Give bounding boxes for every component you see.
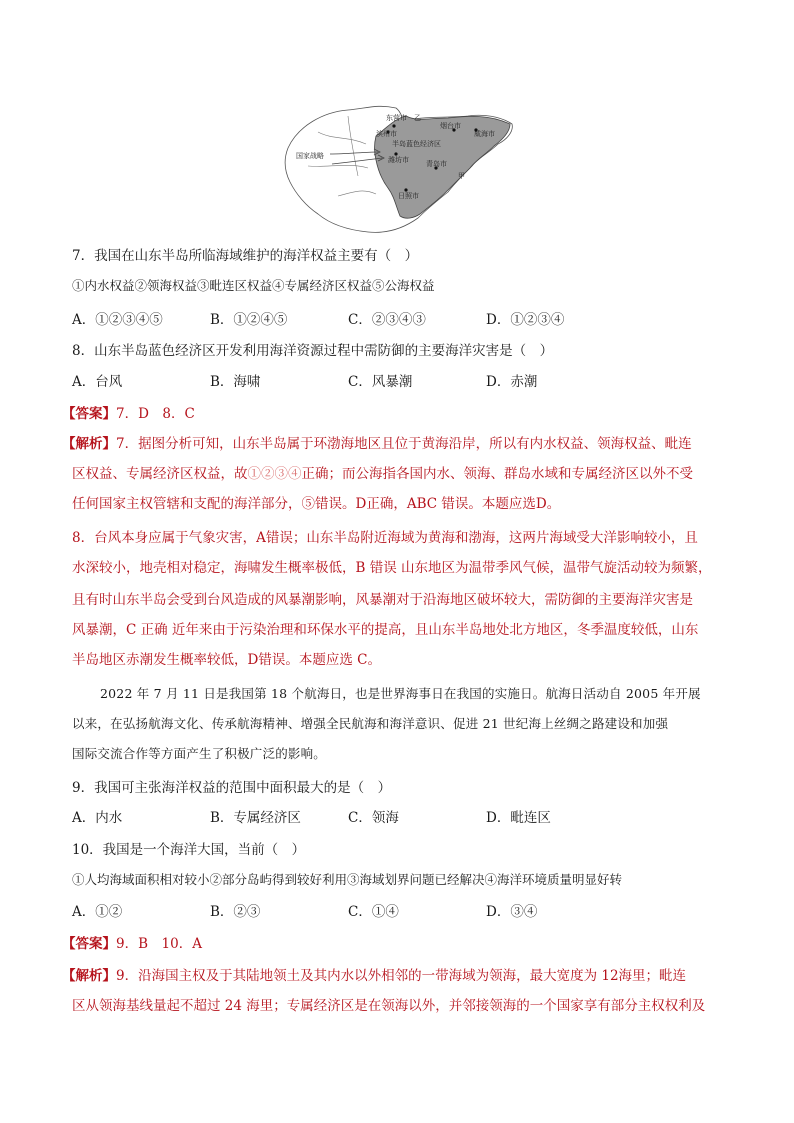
- label-jia: 甲: [458, 172, 465, 180]
- q7-option-c[interactable]: C．②③④③: [348, 312, 426, 328]
- analysis-line-2: [72, 464, 693, 484]
- q7-items: ①内水权益②领海权益③毗连区权益④专属经济区权益⑤公海权益: [72, 278, 435, 293]
- analysis-highlight: ①②③④: [247, 466, 302, 482]
- q8-option-a[interactable]: A．台风: [72, 374, 123, 390]
- label-weihai: 威海市: [474, 130, 495, 138]
- q10-option-d[interactable]: D．③④: [486, 904, 538, 920]
- analysis-line-4: 8．台风本身应属于气象灾害，A错误；山东半岛附近海域为黄海和渤海，这两片海域受大洋影响较小，且: [72, 530, 698, 546]
- q8-option-c[interactable]: C．风暴潮: [348, 374, 413, 390]
- q10-option-c[interactable]: C．①④: [348, 904, 399, 920]
- q9-option-d[interactable]: D．毗连区: [486, 810, 551, 826]
- q8-options: [72, 372, 722, 392]
- analysis-line-3: 任何国家主权管辖和支配的海洋部分，⑤错误。D正确，ABC 错误。本题应选D。: [72, 496, 561, 512]
- label-yi: 乙: [414, 114, 421, 122]
- answer-tag: 【答案】: [62, 406, 116, 422]
- label-rizhao: 日照市: [398, 192, 419, 200]
- q7-option-d[interactable]: D．①②③④: [486, 312, 565, 328]
- label-blue-zone: 半岛蓝色经济区: [392, 140, 441, 148]
- q9-option-a[interactable]: A．内水: [72, 810, 123, 826]
- answer-text: 9．B 10．A: [116, 936, 202, 952]
- label-binzhou: 滨州市: [376, 130, 397, 138]
- analysis-text: 区权益、专属经济区权益，故: [72, 466, 248, 482]
- label-qingdao: 青岛市: [426, 160, 447, 168]
- label-dongying: 东营市: [386, 114, 407, 122]
- q9-option-c[interactable]: C．领海: [348, 810, 399, 826]
- answer-text: 7．D 8．C: [116, 406, 195, 422]
- q7-option-a[interactable]: A．①②③④⑤: [72, 312, 163, 328]
- analysis2-line-1: [62, 966, 686, 986]
- q9-option-b[interactable]: B．专属经济区: [210, 810, 301, 826]
- q8-option-b[interactable]: B．海啸: [210, 374, 261, 390]
- shandong-peninsula-map: [278, 96, 518, 236]
- passage-line-1: 2022 年 7 月 11 日是我国第 18 个航海日，也是世界海事日在我国的实施日。航海日活动自 2005 年开展: [100, 686, 701, 701]
- q10-items: ①人均海域面积相对较小②部分岛屿得到较好利用③海域划界问题已经解决④海洋环境质量明显好转: [72, 872, 623, 887]
- answer-block-2: [62, 934, 202, 954]
- q8-stem: 8．山东半岛蓝色经济区开发利用海洋资源过程中需防御的主要海洋灾害是（ ）: [72, 343, 554, 359]
- q8-option-d[interactable]: D．赤潮: [486, 374, 538, 390]
- label-yantai: 烟台市: [440, 122, 461, 130]
- answer-tag: 【答案】: [62, 936, 116, 952]
- analysis-tag: 【解析】: [62, 436, 116, 452]
- q10-option-b[interactable]: B．②③: [210, 904, 261, 920]
- q9-stem: 9．我国可主张海洋权益的范围中面积最大的是（ ）: [72, 780, 392, 796]
- analysis-line-6: 且有时山东半岛会受到台风造成的风暴潮影响，风暴潮对于沿海地区破坏较大，需防御的主要海洋灾害是: [72, 592, 693, 608]
- analysis-line-1: [62, 434, 692, 454]
- analysis-text: 7．据图分析可知，山东半岛属于环渤海地区且位于黄海沿岸，所以有内水权益、领海权益、毗连: [116, 436, 692, 452]
- passage-line-2: 以来，在弘扬航海文化、传承航海精神、增强全民航海和海洋意识、促进 21 世纪海上丝绸之路建设和加强: [72, 716, 669, 731]
- analysis-tag: 【解析】: [62, 968, 116, 984]
- answer-block-1: [62, 404, 195, 424]
- analysis-line-5: 水深较小，地壳相对稳定，海啸发生概率极低，B 错误 山东地区为温带季风气候，温带气旋活动较为频繁，: [72, 560, 712, 576]
- label-strategy: 国家战略: [296, 152, 324, 160]
- q9-options: [72, 808, 722, 828]
- q7-options: [72, 310, 722, 330]
- q7-option-b[interactable]: B．①②④⑤: [210, 312, 288, 328]
- passage-line-3: 国际交流合作等方面产生了积极广泛的影响。: [72, 746, 327, 761]
- analysis-line-7: 风暴潮，C 正确 近年来由于污染治理和环保水平的提高，且山东半岛地处北方地区，冬季温度较低，山东: [72, 622, 699, 638]
- analysis-text: 正确；而公海指各国内水、领海、群岛水域和专属经济区以外不受: [301, 466, 693, 482]
- label-weifang: 潍坊市: [388, 156, 409, 164]
- q10-options: [72, 902, 722, 922]
- q10-stem: 10．我国是一个海洋大国，当前（ ）: [72, 842, 306, 858]
- map-svg: [278, 96, 518, 236]
- q10-option-a[interactable]: A．①②: [72, 904, 123, 920]
- analysis-line-8: 半岛地区赤潮发生概率较低，D错误。本题应选 C。: [72, 652, 381, 668]
- q7-stem: 7．我国在山东半岛所临海域维护的海洋权益主要有（ ）: [72, 248, 419, 264]
- analysis2-line-2: 区从领海基线量起不超过 24 海里；专属经济区是在领海以外，并邻接领海的一个国家享有部分主权权利及: [72, 998, 706, 1014]
- analysis-text: 9．沿海国主权及于其陆地领土及其内水以外相邻的一带海域为领海，最大宽度为 12海里；毗连: [116, 968, 687, 984]
